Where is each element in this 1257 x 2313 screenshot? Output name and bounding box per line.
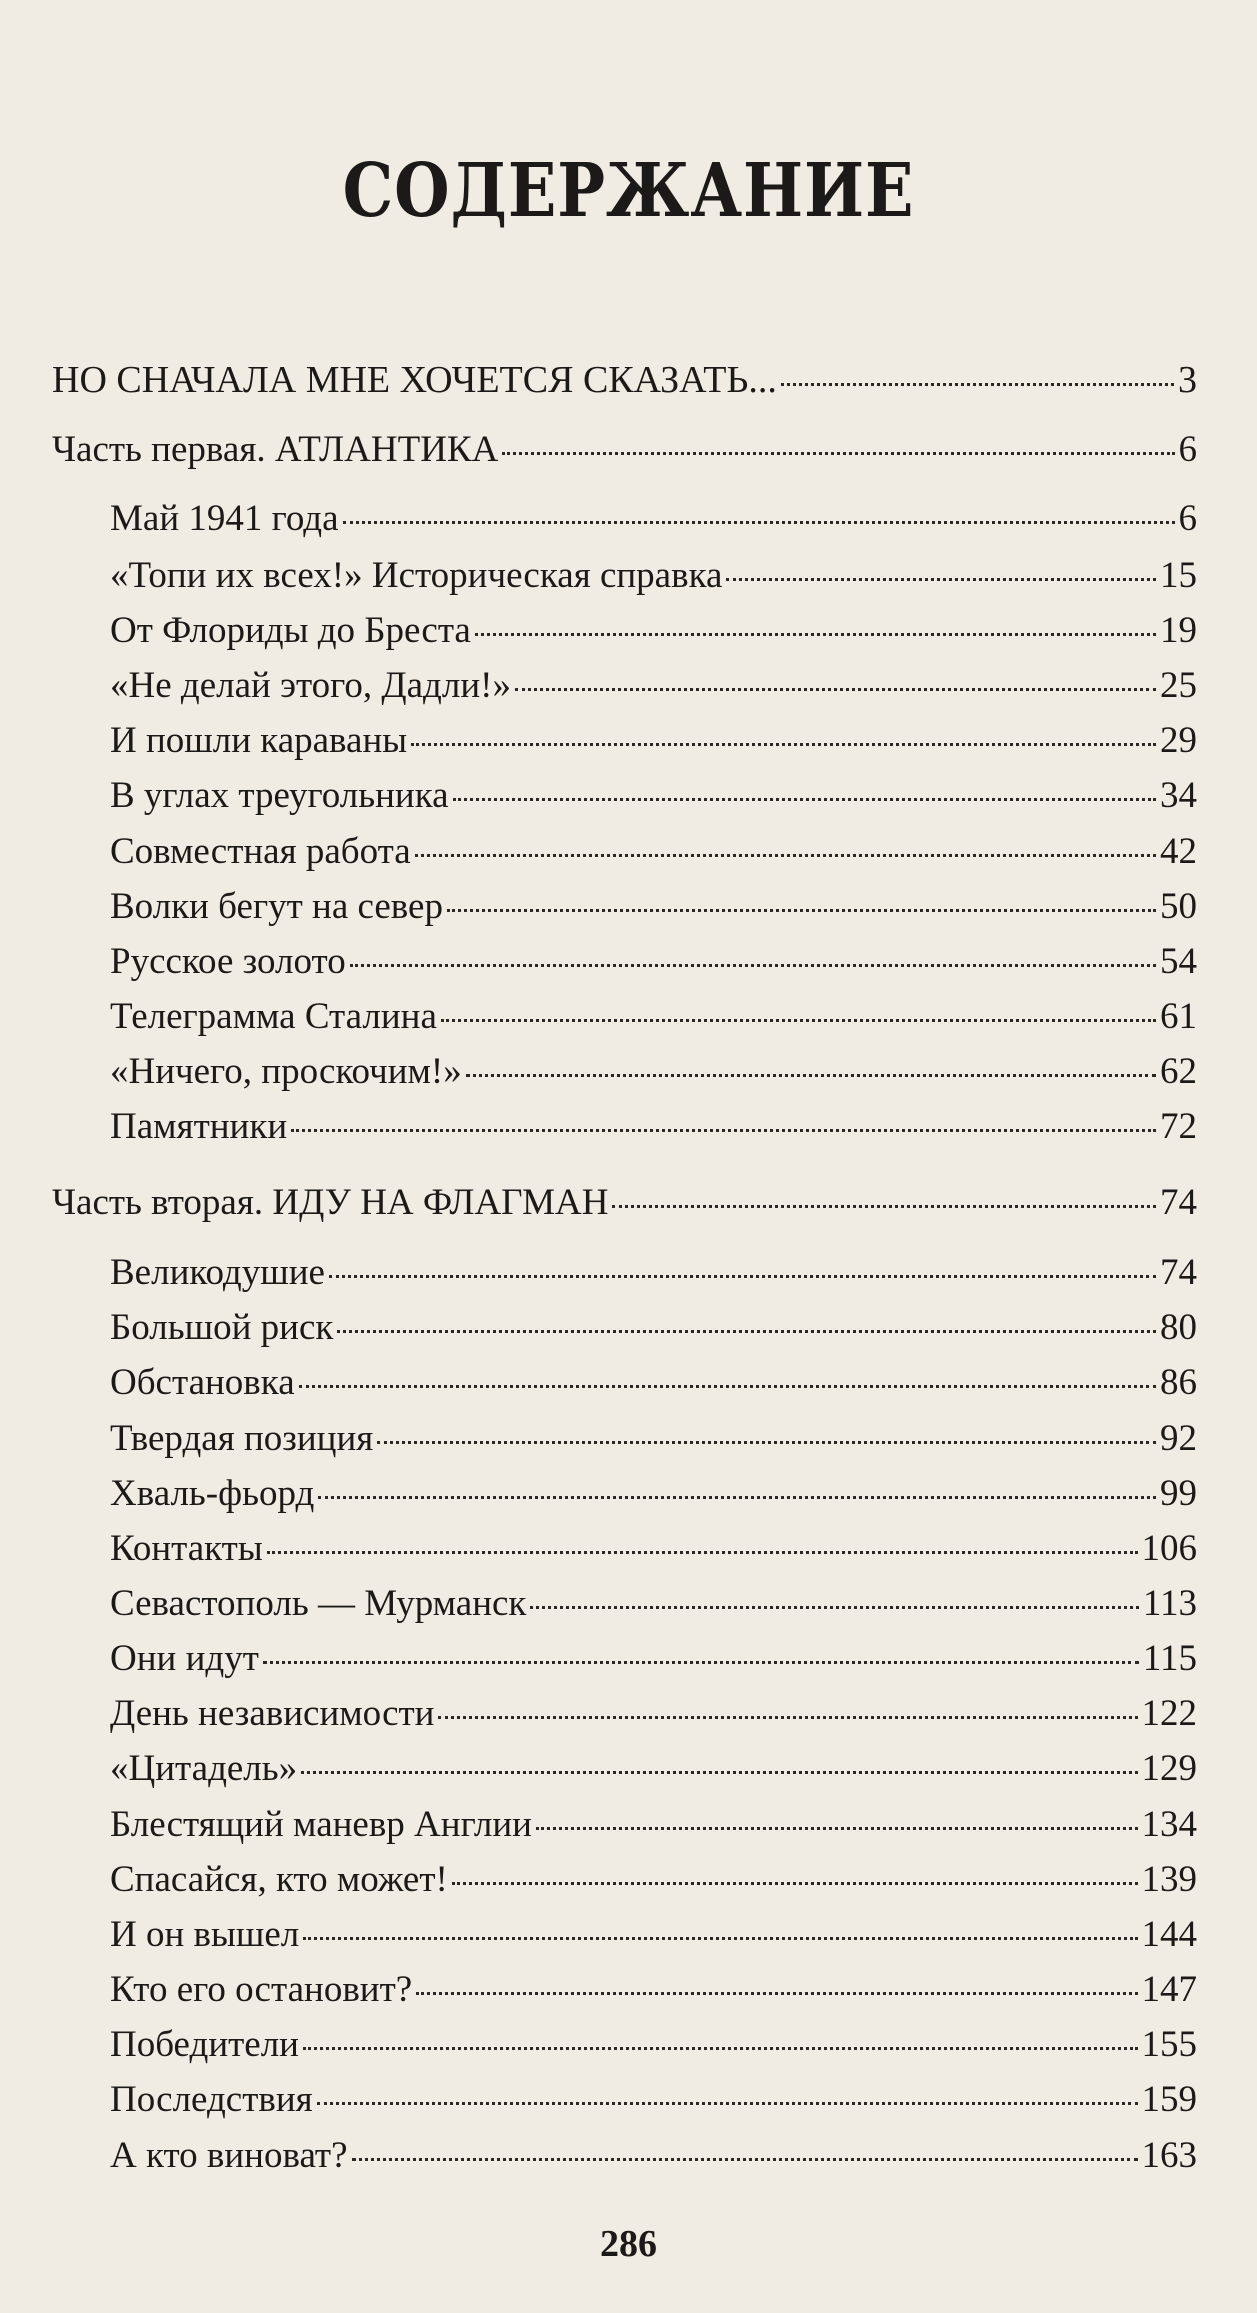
toc-entry <box>110 1049 1197 1095</box>
dot-leader <box>447 909 1156 912</box>
dot-leader <box>781 383 1174 386</box>
toc-entry-page: 159 <box>1141 2079 1197 2120</box>
toc-entry <box>110 884 1197 930</box>
toc-entry-page: 72 <box>1160 1106 1197 1147</box>
toc-entry <box>110 496 1197 542</box>
dot-leader <box>263 1661 1139 1664</box>
toc-entry-label: Контакты <box>110 1528 263 1569</box>
toc-part-heading <box>52 427 1197 473</box>
toc-entry-page: 155 <box>1141 2024 1197 2065</box>
toc-entry-label: «Цитадель» <box>110 1748 298 1789</box>
toc-entry-label: «Топи их всех!» Историческая справка <box>110 555 723 596</box>
page-title: СОДЕРЖАНИЕ <box>342 148 915 234</box>
toc-entry-page: 134 <box>1141 1804 1197 1845</box>
toc-entry <box>110 939 1197 985</box>
toc-entry-label: И пошли караваны <box>110 720 408 761</box>
toc-entry-label: Они идут <box>110 1638 259 1679</box>
toc-entry-page: 86 <box>1160 1362 1197 1403</box>
toc-entry <box>110 553 1197 599</box>
toc-entry-page: 25 <box>1160 665 1197 706</box>
toc-entry <box>110 1802 1197 1848</box>
toc-entry <box>110 1636 1197 1682</box>
toc-entry-page: 6 <box>1178 498 1197 539</box>
toc-entry-label: Совместная работа <box>110 831 411 872</box>
toc-entry-page: 113 <box>1142 1583 1197 1624</box>
toc-entry-label: А кто виноват? <box>110 2135 348 2176</box>
toc-entry-page: 106 <box>1141 1528 1197 1569</box>
toc-entry <box>110 2077 1197 2123</box>
dot-leader <box>318 1496 1156 1499</box>
toc-entry-page: 29 <box>1160 720 1197 761</box>
toc-entry-label: Великодушие <box>110 1252 325 1293</box>
dot-leader <box>301 1771 1137 1774</box>
toc-entry-page: 80 <box>1160 1307 1197 1348</box>
toc-entry-label: «Ничего, проскочим!» <box>110 1051 462 1092</box>
toc-entry-page: 61 <box>1160 996 1197 1037</box>
dot-leader <box>726 578 1156 581</box>
toc-entry-page: 74 <box>1160 1252 1197 1293</box>
toc-entry-label: От Флориды до Бреста <box>110 610 471 651</box>
toc-entry-page: 15 <box>1160 555 1197 596</box>
toc-entry <box>110 1857 1197 1903</box>
dot-leader <box>337 1330 1156 1333</box>
toc-entry-label: Часть вторая. ИДУ НА ФЛАГМАН <box>52 1182 609 1223</box>
toc-entry-label: Большой риск <box>110 1307 334 1348</box>
toc-entry-page: 3 <box>1178 359 1197 401</box>
toc-entry-page: 147 <box>1141 1969 1197 2010</box>
toc-entry <box>110 1967 1197 2013</box>
toc-entry <box>110 1416 1197 1462</box>
dot-leader <box>329 1275 1156 1278</box>
toc-entry-page: 6 <box>1178 429 1197 470</box>
dot-leader <box>267 1551 1138 1554</box>
toc-entry-label: Спасайся, кто может! <box>110 1859 448 1900</box>
toc-entry-page: 139 <box>1141 1859 1197 1900</box>
dot-leader <box>416 1992 1137 1995</box>
toc-entry-label: НО СНАЧАЛА МНЕ ХОЧЕТСЯ СКАЗАТЬ... <box>52 359 777 401</box>
dot-leader <box>441 1019 1156 1022</box>
toc-entry-label: Май 1941 года <box>110 498 339 539</box>
dot-leader <box>612 1205 1156 1208</box>
toc-entry-label: Кто его остановит? <box>110 1969 413 2010</box>
toc-entry <box>110 1360 1197 1406</box>
toc-entry-label: Последствия <box>110 2079 313 2120</box>
toc-entry-intro <box>52 357 1197 403</box>
toc-entry-label: Хваль-фьорд <box>110 1473 315 1514</box>
toc-entry <box>110 608 1197 654</box>
toc-entry <box>110 1746 1197 1792</box>
toc-entry-page: 99 <box>1160 1473 1197 1514</box>
toc-entry-label: В углах треугольника <box>110 775 449 816</box>
toc-entry <box>110 1471 1197 1517</box>
dot-leader <box>536 1827 1138 1830</box>
toc-entry <box>110 1305 1197 1351</box>
toc-entry-label: Русское золото <box>110 941 346 982</box>
dot-leader <box>438 1716 1137 1719</box>
toc-entry-label: Блестящий маневр Англии <box>110 1804 532 1845</box>
toc-entry-page: 54 <box>1160 941 1197 982</box>
toc-entry-page: 19 <box>1160 610 1197 651</box>
dot-leader <box>343 521 1175 524</box>
dot-leader <box>303 2047 1138 2050</box>
toc-entry-label: И он вышел <box>110 1914 300 1955</box>
dot-leader <box>299 1385 1156 1388</box>
dot-leader <box>475 633 1156 636</box>
toc-entry <box>110 994 1197 1040</box>
toc-entry <box>110 2133 1197 2179</box>
toc-part-heading <box>52 1180 1197 1226</box>
toc-entry <box>110 1104 1197 1150</box>
toc-entry-page: 115 <box>1142 1638 1197 1679</box>
toc-entry <box>110 1691 1197 1737</box>
toc-entry-label: Телеграмма Сталина <box>110 996 437 1037</box>
toc-entry-page: 122 <box>1141 1693 1197 1734</box>
toc-entry-page: 144 <box>1141 1914 1197 1955</box>
dot-leader <box>411 743 1156 746</box>
toc-entry-page: 92 <box>1160 1418 1197 1459</box>
toc-entry <box>110 1581 1197 1627</box>
toc-entry-label: Часть первая. АТЛАНТИКА <box>52 429 499 470</box>
dot-leader <box>377 1441 1156 1444</box>
toc-entry <box>110 1912 1197 1958</box>
dot-leader <box>352 2158 1138 2161</box>
dot-leader <box>452 1882 1138 1885</box>
toc-entry-page: 62 <box>1160 1051 1197 1092</box>
toc-entry-page: 42 <box>1160 831 1197 872</box>
toc-entry <box>110 718 1197 764</box>
dot-leader <box>303 1937 1137 1940</box>
toc-entry-page: 129 <box>1141 1748 1197 1789</box>
toc-entry <box>110 773 1197 819</box>
dot-leader <box>415 854 1156 857</box>
toc-entry-label: Севастополь — Мурманск <box>110 1583 527 1624</box>
toc-entry <box>110 1250 1197 1296</box>
toc-entry <box>110 1526 1197 1572</box>
toc-entry-page: 74 <box>1160 1182 1197 1223</box>
toc-entry-label: Твердая позиция <box>110 1418 374 1459</box>
toc-entry-label: «Не делай этого, Дадли!» <box>110 665 511 706</box>
toc-entry-page: 34 <box>1160 775 1197 816</box>
dot-leader <box>502 452 1174 455</box>
dot-leader <box>530 1606 1138 1609</box>
toc-entry-label: День независимости <box>110 1693 435 1734</box>
toc-entry <box>110 663 1197 709</box>
dot-leader <box>453 798 1156 801</box>
dot-leader <box>466 1074 1156 1077</box>
toc-entry-page: 163 <box>1141 2135 1197 2176</box>
toc-entry <box>110 2022 1197 2068</box>
toc-entry-page: 50 <box>1160 886 1197 927</box>
toc-entry-label: Победители <box>110 2024 299 2065</box>
dot-leader <box>291 1129 1156 1132</box>
dot-leader <box>350 964 1156 967</box>
toc-entry-label: Памятники <box>110 1106 288 1147</box>
toc-entry-label: Волки бегут на север <box>110 886 443 927</box>
toc-entry-label: Обстановка <box>110 1362 295 1403</box>
page-number: 286 <box>600 2223 657 2265</box>
dot-leader <box>317 2102 1138 2105</box>
dot-leader <box>515 688 1156 691</box>
toc-entry <box>110 829 1197 875</box>
